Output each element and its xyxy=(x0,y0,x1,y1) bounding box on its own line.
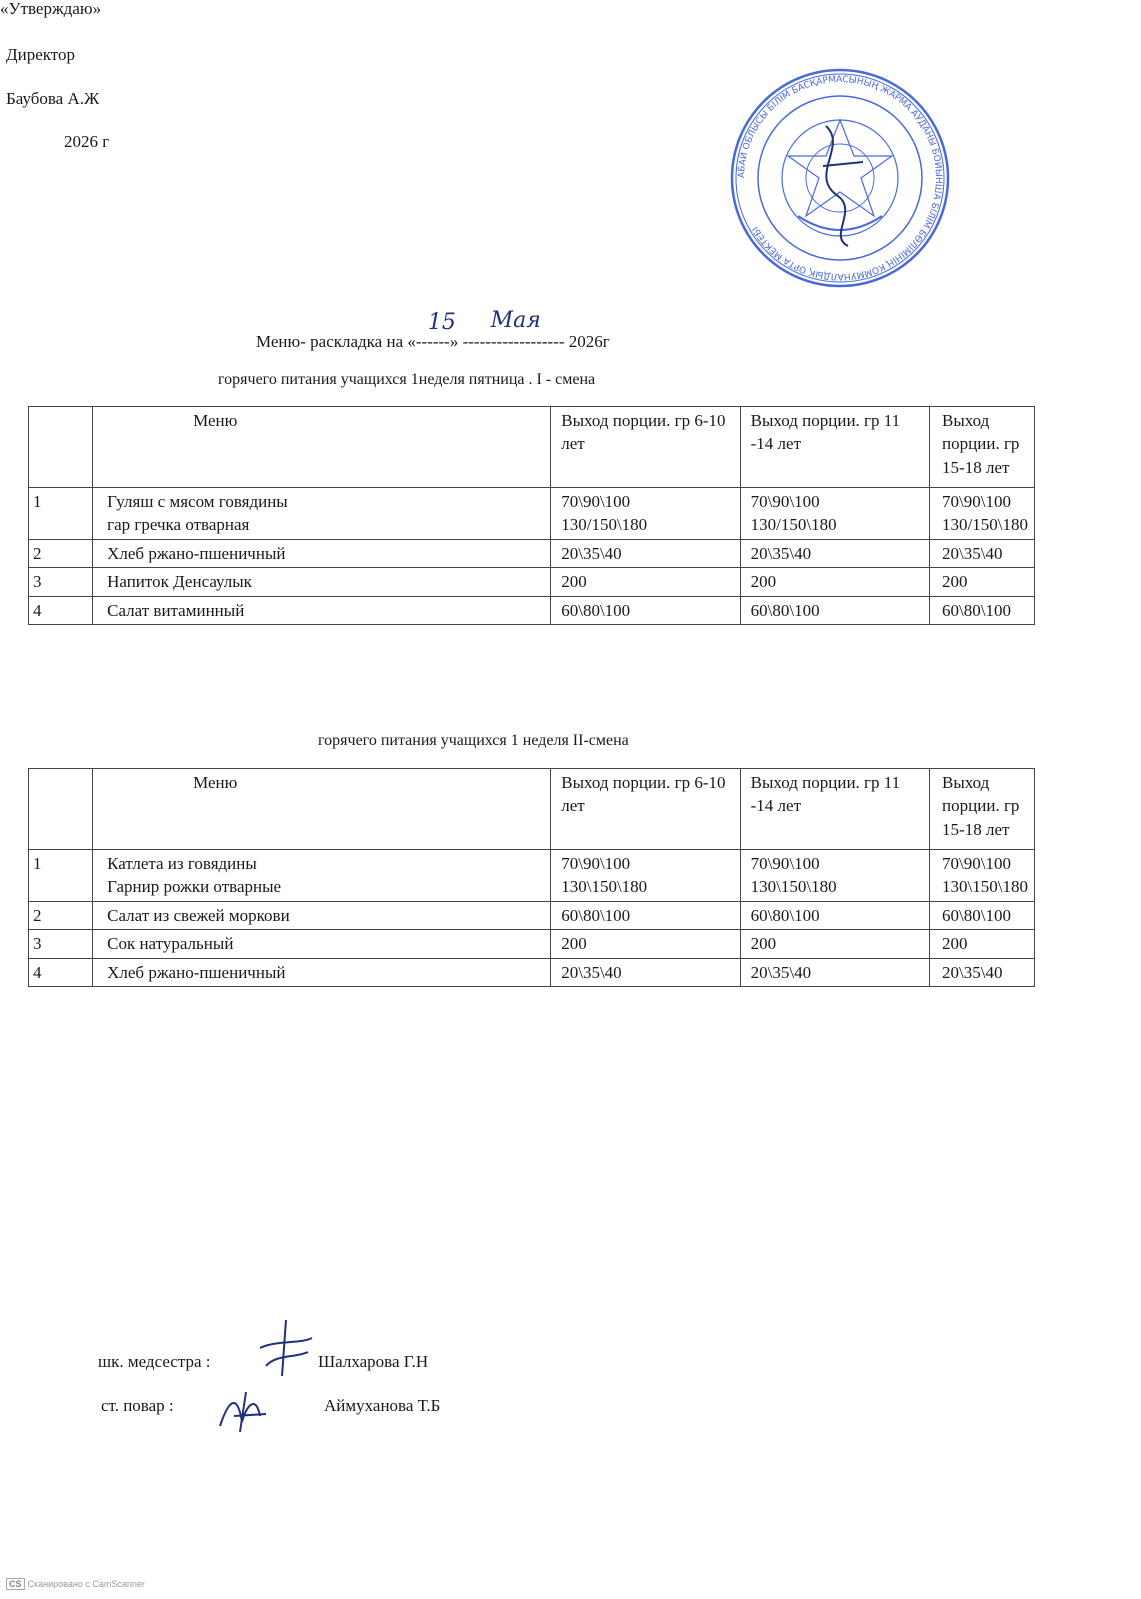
dish-name: Гуляш с мясом говядины гар гречка отварная xyxy=(93,488,551,540)
table-row xyxy=(29,539,1035,567)
header-cell: Выход порции. гр 6-10 лет xyxy=(551,769,740,850)
portion-cell: 20\35\40 xyxy=(740,958,929,986)
header-cell xyxy=(29,769,93,850)
row-number: 4 xyxy=(29,958,93,986)
portion-cell: 60\80\100 xyxy=(740,901,929,929)
section2-subtitle: горячего питания учащихся 1 неделя II-смена xyxy=(318,732,629,749)
table-header-row xyxy=(29,769,1035,850)
portion-cell: 20\35\40 xyxy=(930,958,1035,986)
section1-subtitle: горячего питания учащихся 1неделя пятница . I - смена xyxy=(218,371,596,388)
svg-text:АБАЙ ОБЛЫСЫ БІЛІМ БАСҚАРМАСЫНЫ xyxy=(737,75,945,281)
dish-name: Напиток Денсаулык xyxy=(93,568,551,596)
month-field xyxy=(462,308,565,352)
header-cell: Меню xyxy=(93,407,551,488)
portion-cell: 70\90\100 130\150\180 xyxy=(930,850,1035,902)
portion-cell: 200 xyxy=(930,930,1035,958)
header-cell: Выход порции. гр 15-18 лет xyxy=(930,407,1035,488)
dish-name: Салат витаминный xyxy=(93,596,551,624)
page-title xyxy=(256,308,610,352)
row-number: 1 xyxy=(29,488,93,540)
portion-cell: 200 xyxy=(551,568,740,596)
row-number: 3 xyxy=(29,568,93,596)
portion-cell: 200 xyxy=(740,568,929,596)
month-dashes: ------------------ xyxy=(462,332,565,351)
day-dashes: ------ xyxy=(415,332,450,351)
footer-text: Сканировано с CamScanner xyxy=(27,1579,145,1589)
portion-cell: 70\90\100 130/150\180 xyxy=(551,488,740,540)
table-row xyxy=(29,568,1035,596)
title-mid: » xyxy=(449,332,463,351)
portion-cell: 70\90\100 130/150\180 xyxy=(930,488,1035,540)
title-prefix: Меню- раскладка на « xyxy=(256,332,416,351)
portion-cell: 60\80\100 xyxy=(930,596,1035,624)
table-row xyxy=(29,958,1035,986)
month-handwritten: Мая xyxy=(490,308,541,333)
school-stamp xyxy=(728,66,952,290)
row-number: 2 xyxy=(29,901,93,929)
cook-name: Аймуханова Т.Б xyxy=(324,1396,441,1415)
title-suffix: 2026г xyxy=(564,332,610,351)
portion-cell: 200 xyxy=(930,568,1035,596)
nurse-role: шк. медсестра : xyxy=(98,1352,211,1371)
row-number: 3 xyxy=(29,930,93,958)
scanner-footer xyxy=(6,1578,145,1590)
table-row xyxy=(29,901,1035,929)
table-row xyxy=(29,596,1035,624)
stamp-text: АБАЙ ОБЛЫСЫ БІЛІМ БАСҚАРМАСЫНЫҢ ЖАРМА АУДАНЫ БОЙЫНША БІЛІМ БӨЛІМІНІҢ КОММУНАЛДЫҚ ОРТА МЕКТЕБІ xyxy=(736,74,944,282)
portion-cell: 70\90\100 130\150\180 xyxy=(740,850,929,902)
portion-cell: 60\80\100 xyxy=(740,596,929,624)
portion-cell: 70\90\100 130/150\180 xyxy=(740,488,929,540)
header-cell: Выход порции. гр 11 -14 лет xyxy=(740,769,929,850)
portion-cell: 200 xyxy=(740,930,929,958)
day-field xyxy=(415,310,456,352)
approval-line-approve: «Утверждаю» xyxy=(0,0,102,18)
dish-name: Салат из свежей моркови xyxy=(93,901,551,929)
cook-signature xyxy=(216,1386,272,1436)
table-row xyxy=(29,850,1035,902)
approval-line-date: 2026 г xyxy=(64,132,110,151)
portion-cell: 70\90\100 130\150\180 xyxy=(551,850,740,902)
nurse-name: Шалхарова Г.Н xyxy=(318,1352,429,1371)
camscanner-logo: CS xyxy=(6,1578,25,1590)
dish-name: Сок натуральный xyxy=(93,930,551,958)
header-cell: Выход порции. гр 11 -14 лет xyxy=(740,407,929,488)
header-cell: Выход порции. гр 15-18 лет xyxy=(930,769,1035,850)
header-cell: Выход порции. гр 6-10 лет xyxy=(551,407,740,488)
portion-cell: 20\35\40 xyxy=(551,539,740,567)
approval-line-name: Баубова А.Ж xyxy=(6,89,100,108)
header-cell xyxy=(29,407,93,488)
dish-name: Хлеб ржано-пшеничный xyxy=(93,539,551,567)
section2-table xyxy=(28,768,1035,987)
portion-cell: 20\35\40 xyxy=(930,539,1035,567)
table-row xyxy=(29,930,1035,958)
portion-cell: 20\35\40 xyxy=(551,958,740,986)
cook-signature-row xyxy=(101,1396,174,1416)
row-number: 4 xyxy=(29,596,93,624)
portion-cell: 60\80\100 xyxy=(551,596,740,624)
table-header-row xyxy=(29,407,1035,488)
row-number: 2 xyxy=(29,539,93,567)
portion-cell: 60\80\100 xyxy=(930,901,1035,929)
nurse-signature xyxy=(256,1318,316,1378)
nurse-signature-row xyxy=(98,1352,211,1372)
row-number: 1 xyxy=(29,850,93,902)
portion-cell: 60\80\100 xyxy=(551,901,740,929)
approval-line-position: Директор xyxy=(6,45,75,64)
dish-name: Катлета из говядины Гарнир рожки отварные xyxy=(93,850,551,902)
portion-cell: 20\35\40 xyxy=(740,539,929,567)
portion-cell: 200 xyxy=(551,930,740,958)
section1-table xyxy=(28,406,1035,625)
cook-role: ст. повар : xyxy=(101,1396,174,1415)
dish-name: Хлеб ржано-пшеничный xyxy=(93,958,551,986)
day-handwritten: 15 xyxy=(427,310,456,335)
table-row xyxy=(29,488,1035,540)
header-cell: Меню xyxy=(93,769,551,850)
